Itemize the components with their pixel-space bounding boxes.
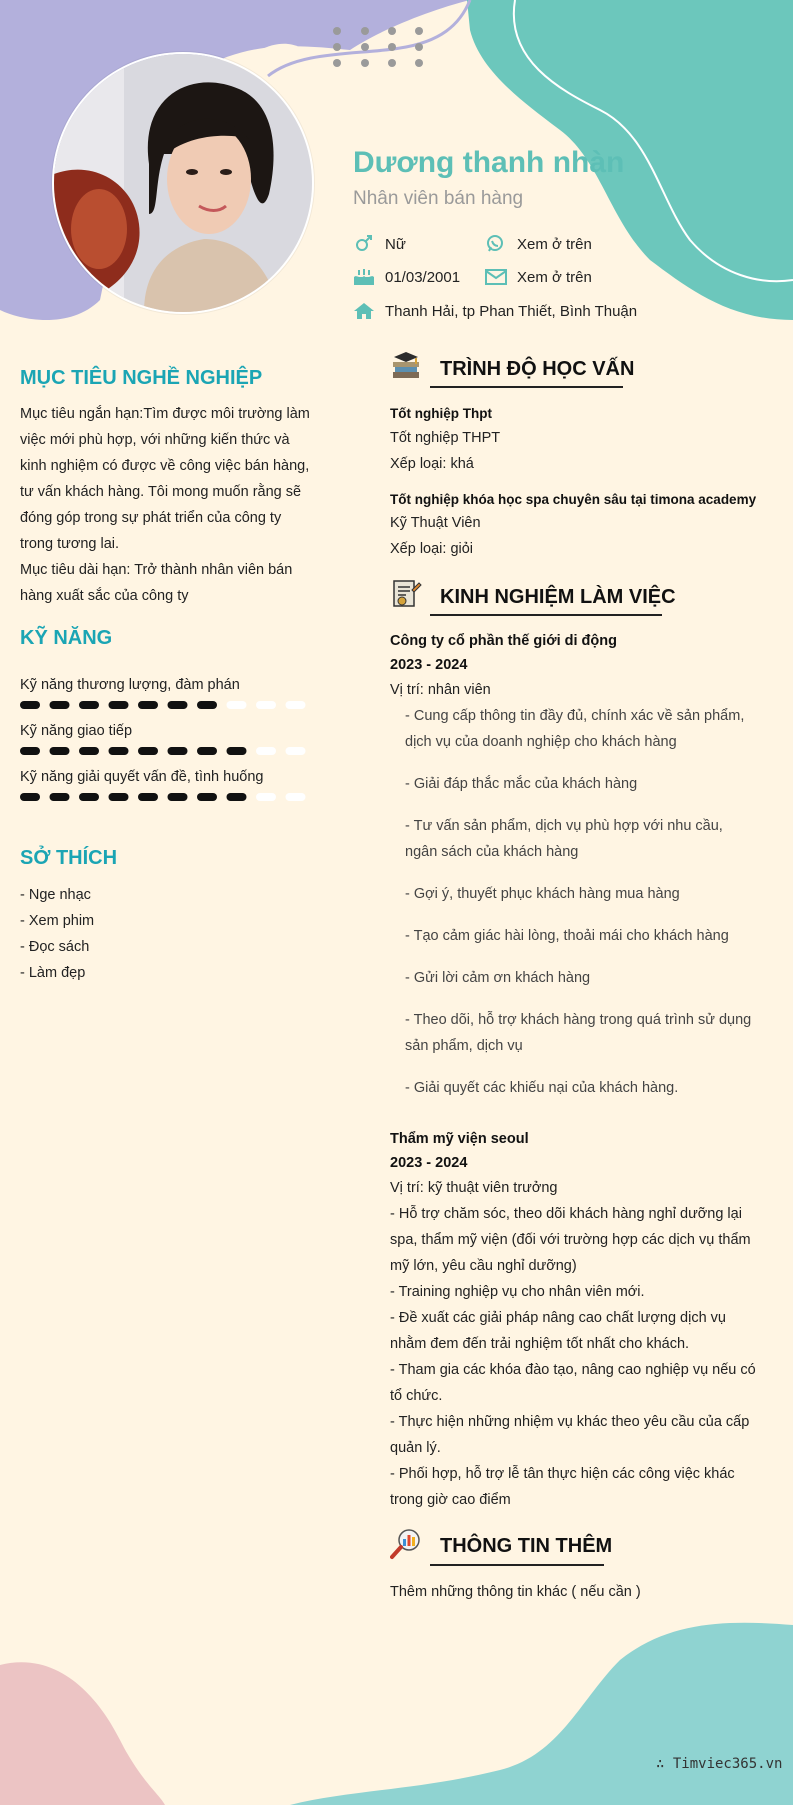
education-heading-underline: [430, 386, 623, 388]
skill-dot-filled: [197, 747, 217, 755]
duty-line: - Tham gia các khóa đào tạo, nâng cao nghiệp vụ nếu có: [390, 1362, 756, 1378]
company-name: Thẩm mỹ viện seoul: [390, 1131, 529, 1147]
education-grade: Xếp loại: giỏi: [390, 541, 474, 557]
job-duty: [405, 965, 767, 991]
skill-dot-filled: [50, 701, 70, 709]
duty-line: - Training nghiệp vụ cho nhân viên mới.: [390, 1284, 645, 1300]
skill-label: Kỹ năng giải quyết vấn đề, tình huống: [20, 769, 264, 785]
skill-label: Kỹ năng thương lượng, đàm phán: [20, 677, 240, 693]
skill-dot-filled: [79, 793, 99, 801]
cake-icon: [353, 268, 375, 286]
birthday-row: [353, 268, 460, 286]
skill-dot-filled: [79, 701, 99, 709]
skill-dot-filled: [79, 747, 99, 755]
duty-line: trong giờ cao điểm: [390, 1492, 511, 1508]
duty-line: - Gợi ý, thuyết phục khách hàng mua hàng: [405, 886, 680, 902]
skill-dot-empty: [256, 701, 276, 709]
birthday-value: 01/03/2001: [385, 268, 461, 286]
skill-dot-filled: [227, 747, 247, 755]
education-name: Tốt nghiệp khóa học spa chuyên sâu tại timona academy: [390, 492, 757, 507]
job-duty: [405, 923, 767, 949]
education-grade: Xếp loại: khá: [390, 456, 474, 472]
duty-line: spa, thẩm mỹ viện (đối với trường hợp các dịch vụ thẩm: [390, 1232, 751, 1248]
skill-dot-filled: [168, 747, 188, 755]
extra-info-heading: THÔNG TIN THÊM: [440, 1535, 613, 1557]
email-row: [485, 268, 592, 286]
hobbies-heading: SỞ THÍCH: [20, 847, 118, 869]
skill-dot-filled: [227, 793, 247, 801]
duty-line: tổ chức.: [390, 1388, 443, 1404]
job-duty: [405, 881, 767, 907]
duty-line: - Gửi lời cảm ơn khách hàng: [405, 970, 591, 986]
duty-line: - Theo dõi, hỗ trợ khách hàng trong quá trình sử dụng: [405, 1012, 752, 1028]
experience-heading: KINH NGHIỆM LÀM VIỆC: [440, 586, 676, 608]
hobby-item: - Xem phim: [20, 913, 95, 929]
gender-row: [353, 235, 406, 253]
duty-line: - Tư vấn sản phẩm, dịch vụ phù hợp với nhu cầu,: [405, 818, 723, 834]
company-name: Công ty cổ phần thế giới di động: [390, 633, 617, 649]
email-value: Xem ở trên: [517, 268, 592, 286]
skill-dot-filled: [109, 747, 129, 755]
skill-level-bar: [20, 790, 320, 804]
skill-dot-empty: [256, 793, 276, 801]
skill-dot-filled: [197, 701, 217, 709]
duty-line: - Đề xuất các giải pháp nâng cao chất lượng dịch vụ: [390, 1310, 726, 1326]
phone-value: Xem ở trên: [517, 235, 592, 253]
job-duty: [405, 703, 767, 755]
objective-line: việc mới phù hợp, với những kiến thức và: [20, 432, 290, 448]
skill-level-bar: [20, 744, 320, 758]
duty-line: ngân sách của khách hàng: [405, 844, 579, 860]
skill-dot-filled: [109, 793, 129, 801]
objective-line: Mục tiêu ngắn hạn:Tìm được môi trường làm: [20, 406, 310, 422]
hobby-item: - Làm đẹp: [20, 965, 86, 981]
job-duty: [405, 771, 767, 797]
job-duty: [405, 813, 767, 865]
skill-dot-filled: [20, 701, 40, 709]
hobby-item: - Nge nhạc: [20, 887, 91, 903]
job-role: Vị trí: kỹ thuật viên trưởng: [390, 1180, 558, 1196]
skills-heading: KỸ NĂNG: [20, 627, 113, 649]
skill-dot-empty: [227, 701, 247, 709]
objective-heading: MỤC TIÊU NGHỀ NGHIỆP: [20, 367, 263, 389]
job-duty: [405, 1007, 767, 1059]
address-row: [353, 302, 637, 320]
job-role: Vị trí: nhân viên: [390, 682, 491, 698]
duty-line: sản phẩm, dịch vụ: [405, 1038, 523, 1054]
duty-line: - Thực hiện những nhiệm vụ khác theo yêu cầu của cấp: [390, 1414, 750, 1430]
phone-row: [485, 235, 592, 253]
duty-line: quản lý.: [390, 1440, 441, 1456]
skill-dot-filled: [168, 701, 188, 709]
skill-dot-filled: [138, 793, 158, 801]
house-icon: [353, 302, 375, 320]
gender-icon: [353, 235, 375, 253]
skill-dot-filled: [50, 793, 70, 801]
extra-info-text: Thêm những thông tin khác ( nếu cần ): [390, 1584, 641, 1600]
job-duty: [405, 1075, 767, 1101]
magnifier-chart-icon: [390, 1528, 422, 1560]
education-name: Tốt nghiệp Thpt: [390, 406, 492, 421]
education-heading: TRÌNH ĐỘ HỌC VẤN: [440, 358, 635, 380]
duty-line: - Giải đáp thắc mắc của khách hàng: [405, 776, 638, 792]
duty-line: - Tạo cảm giác hài lòng, thoải mái cho khách hàng: [405, 928, 729, 944]
skill-dot-empty: [286, 747, 306, 755]
hobby-item: - Đọc sách: [20, 939, 90, 955]
skill-dot-empty: [256, 747, 276, 755]
objective-line: hàng xuất sắc của công ty: [20, 588, 189, 604]
duty-line: nhằm đem đến trải nghiệm tốt nhất cho khách.: [390, 1336, 690, 1352]
skill-dot-filled: [197, 793, 217, 801]
avatar: [52, 52, 314, 314]
duty-line: - Giải quyết các khiếu nại của khách hàng.: [405, 1080, 679, 1096]
education-major: Kỹ Thuật Viên: [390, 515, 481, 531]
skill-dot-empty: [286, 793, 306, 801]
objective-line: kinh nghiệm có được về công việc bán hàng,: [20, 458, 310, 474]
objective-line: Mục tiêu dài hạn: Trở thành nhân viên bán: [20, 562, 293, 578]
skill-dot-filled: [20, 793, 40, 801]
skill-level-bar: [20, 698, 320, 712]
objective-line: đóng góp trong sự phát triển của công ty: [20, 510, 282, 526]
job-duties: [390, 1201, 768, 1513]
duty-line: mỹ lớn, yêu cầu nghỉ dưỡng): [390, 1258, 577, 1274]
skill-dot-filled: [138, 701, 158, 709]
skill-dot-filled: [138, 747, 158, 755]
experience-heading-underline: [430, 614, 662, 616]
candidate-position: Nhân viên bán hàng: [353, 188, 524, 209]
graduation-books-icon: [390, 350, 422, 382]
duty-line: - Hỗ trợ chăm sóc, theo dõi khách hàng nghỉ dưỡng lại: [390, 1206, 742, 1222]
watermark: ∴ Timviec365.vn: [656, 1756, 783, 1772]
address-value: Thanh Hải, tp Phan Thiết, Bình Thuận: [385, 302, 638, 320]
skill-dot-filled: [50, 747, 70, 755]
education-major: Tốt nghiệp THPT: [390, 430, 501, 446]
duty-line: - Phối hợp, hỗ trợ lễ tân thực hiện các công việc khác: [390, 1466, 735, 1482]
objective-text: [20, 401, 318, 609]
objective-line: trong tương lai.: [20, 536, 120, 552]
phone-icon: [485, 235, 507, 253]
candidate-name: Dương thanh nhàn: [353, 146, 625, 179]
extra-info-heading-underline: [430, 1564, 604, 1566]
job-period: 2023 - 2024: [390, 657, 468, 673]
skill-dot-empty: [286, 701, 306, 709]
skill-dot-filled: [109, 701, 129, 709]
skill-dot-filled: [168, 793, 188, 801]
duty-line: dịch vụ của doanh nghiệp cho khách hàng: [405, 734, 677, 750]
objective-line: tư vấn khách hàng. Tôi mong muốn rằng sẽ: [20, 484, 302, 500]
gender-value: Nữ: [385, 235, 406, 253]
duty-line: - Cung cấp thông tin đầy đủ, chính xác về sản phẩm,: [405, 708, 745, 724]
skill-label: Kỹ năng giao tiếp: [20, 723, 133, 739]
certificate-icon: [390, 578, 422, 610]
envelope-icon: [485, 268, 507, 286]
skill-dot-filled: [20, 747, 40, 755]
job-period: 2023 - 2024: [390, 1155, 468, 1171]
